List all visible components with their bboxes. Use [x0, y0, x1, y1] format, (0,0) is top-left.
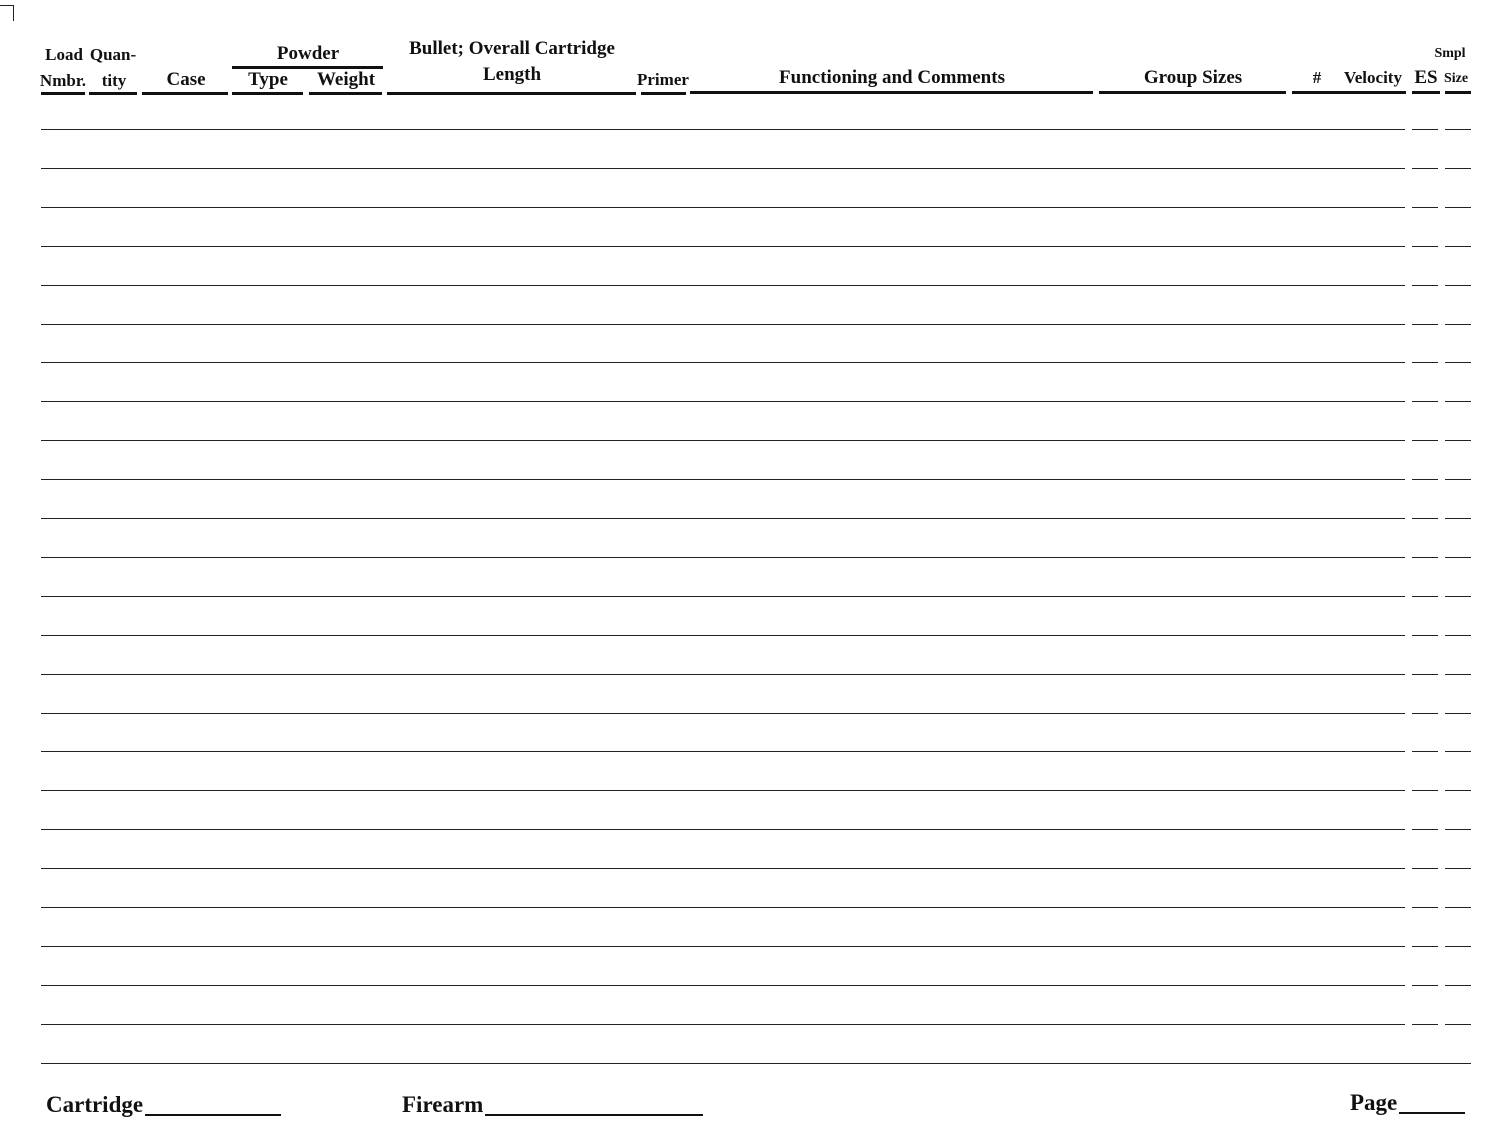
header-quantity-line2: tity	[101, 71, 127, 90]
header-load-rule	[41, 92, 85, 95]
row-es-blank[interactable]	[1412, 596, 1438, 597]
row-sample-size-blank[interactable]	[1445, 907, 1471, 908]
header-powder-weight: Weight	[316, 69, 376, 90]
footer-cartridge-field[interactable]	[46, 1093, 281, 1116]
row-sample-size-blank[interactable]	[1445, 557, 1471, 558]
row-es-blank[interactable]	[1412, 557, 1438, 558]
corner-crop-mark	[0, 5, 14, 21]
row-entry-line[interactable]	[41, 324, 1405, 325]
header-es-rule	[1412, 91, 1440, 94]
row-es-blank[interactable]	[1412, 868, 1438, 869]
row-entry-line[interactable]	[41, 129, 1405, 130]
row-entry-line[interactable]	[41, 868, 1405, 869]
header-velocity: Velocity	[1344, 68, 1402, 87]
row-entry-line[interactable]	[41, 907, 1405, 908]
row-sample-size-blank[interactable]	[1445, 985, 1471, 986]
row-sample-size-blank[interactable]	[1445, 129, 1471, 130]
row-entry-line[interactable]	[41, 440, 1405, 441]
row-es-blank[interactable]	[1412, 129, 1438, 130]
footer-page-field[interactable]	[1350, 1091, 1465, 1114]
row-sample-size-blank[interactable]	[1445, 440, 1471, 441]
row-entry-line[interactable]	[41, 596, 1405, 597]
row-es-blank[interactable]	[1412, 401, 1438, 402]
row-sample-size-blank[interactable]	[1445, 285, 1471, 286]
header-case: Case	[166, 69, 206, 90]
row-sample-size-blank[interactable]	[1445, 596, 1471, 597]
row-sample-size-blank[interactable]	[1445, 324, 1471, 325]
header-weight-rule	[309, 92, 382, 95]
row-es-blank[interactable]	[1412, 518, 1438, 519]
row-sample-size-blank[interactable]	[1445, 362, 1471, 363]
table-bottom-rule	[41, 1063, 1471, 1064]
header-quantity-rule	[89, 92, 137, 95]
header-quantity-line1: Quan-	[89, 45, 137, 64]
header-powder-type: Type	[248, 69, 288, 90]
row-es-blank[interactable]	[1412, 324, 1438, 325]
header-type-rule	[232, 92, 303, 95]
row-entry-line[interactable]	[41, 635, 1405, 636]
row-sample-size-blank[interactable]	[1445, 790, 1471, 791]
row-sample-size-blank[interactable]	[1445, 1024, 1471, 1025]
row-es-blank[interactable]	[1412, 1024, 1438, 1025]
row-sample-size-blank[interactable]	[1445, 868, 1471, 869]
header-powder: Powder	[276, 43, 340, 64]
row-sample-size-blank[interactable]	[1445, 168, 1471, 169]
header-load-line1: Load	[45, 45, 83, 64]
row-entry-line[interactable]	[41, 985, 1405, 986]
row-es-blank[interactable]	[1412, 674, 1438, 675]
header-shot-count: #	[1312, 68, 1322, 87]
header-group-sizes-rule	[1099, 91, 1286, 94]
row-sample-size-blank[interactable]	[1445, 751, 1471, 752]
row-sample-size-blank[interactable]	[1445, 246, 1471, 247]
row-es-blank[interactable]	[1412, 829, 1438, 830]
row-entry-line[interactable]	[41, 479, 1405, 480]
header-group-sizes: Group Sizes	[1143, 67, 1243, 88]
cartridge-blank[interactable]	[145, 1094, 281, 1116]
header-functioning-comments: Functioning and Comments	[779, 67, 1005, 88]
row-es-blank[interactable]	[1412, 207, 1438, 208]
row-es-blank[interactable]	[1412, 946, 1438, 947]
header-bullet-rule	[387, 92, 636, 95]
row-entry-line[interactable]	[41, 246, 1405, 247]
page-number-blank[interactable]	[1399, 1092, 1465, 1114]
cartridge-label: Cartridge	[46, 1092, 144, 1117]
row-entry-line[interactable]	[41, 401, 1405, 402]
row-es-blank[interactable]	[1412, 246, 1438, 247]
row-es-blank[interactable]	[1412, 907, 1438, 908]
row-es-blank[interactable]	[1412, 751, 1438, 752]
row-entry-line[interactable]	[41, 946, 1405, 947]
row-sample-size-blank[interactable]	[1445, 207, 1471, 208]
header-nmbr-line2: Nmbr.	[39, 71, 87, 90]
row-es-blank[interactable]	[1412, 285, 1438, 286]
row-sample-size-blank[interactable]	[1445, 635, 1471, 636]
header-velocity-rule	[1292, 91, 1406, 94]
header-bullet-line2: Length	[482, 64, 542, 85]
row-sample-size-blank[interactable]	[1445, 479, 1471, 480]
header-es: ES	[1414, 67, 1438, 88]
row-sample-size-blank[interactable]	[1445, 518, 1471, 519]
row-entry-line[interactable]	[41, 751, 1405, 752]
row-es-blank[interactable]	[1412, 479, 1438, 480]
header-case-rule	[142, 92, 228, 95]
firearm-blank[interactable]	[485, 1094, 703, 1116]
row-sample-size-blank[interactable]	[1445, 713, 1471, 714]
header-primer-rule	[641, 92, 686, 95]
row-sample-size-blank[interactable]	[1445, 674, 1471, 675]
row-entry-line[interactable]	[41, 207, 1405, 208]
row-es-blank[interactable]	[1412, 362, 1438, 363]
header-sample-size-line2: Size	[1444, 72, 1469, 86]
row-entry-line[interactable]	[41, 674, 1405, 675]
row-es-blank[interactable]	[1412, 440, 1438, 441]
row-es-blank[interactable]	[1412, 168, 1438, 169]
header-functioning-rule	[690, 91, 1093, 94]
row-entry-line[interactable]	[41, 829, 1405, 830]
row-entry-line[interactable]	[41, 557, 1405, 558]
row-es-blank[interactable]	[1412, 635, 1438, 636]
firearm-label: Firearm	[402, 1092, 484, 1117]
row-entry-line[interactable]	[41, 362, 1405, 363]
row-sample-size-blank[interactable]	[1445, 401, 1471, 402]
row-entry-line[interactable]	[41, 790, 1405, 791]
header-bullet-line1: Bullet; Overall Cartridge	[409, 38, 615, 59]
row-entry-line[interactable]	[41, 713, 1405, 714]
row-sample-size-blank[interactable]	[1445, 829, 1471, 830]
header-primer: Primer	[637, 71, 689, 88]
row-es-blank[interactable]	[1412, 790, 1438, 791]
footer-firearm-field[interactable]	[402, 1093, 703, 1116]
page-label: Page	[1350, 1090, 1398, 1115]
row-entry-line[interactable]	[41, 168, 1405, 169]
header-sample-size-rule	[1445, 91, 1471, 94]
row-sample-size-blank[interactable]	[1445, 946, 1471, 947]
row-es-blank[interactable]	[1412, 713, 1438, 714]
row-entry-line[interactable]	[41, 518, 1405, 519]
row-es-blank[interactable]	[1412, 985, 1438, 986]
row-entry-line[interactable]	[41, 285, 1405, 286]
header-sample-size-line1: Smpl	[1434, 46, 1466, 61]
row-entry-line[interactable]	[41, 1024, 1405, 1025]
